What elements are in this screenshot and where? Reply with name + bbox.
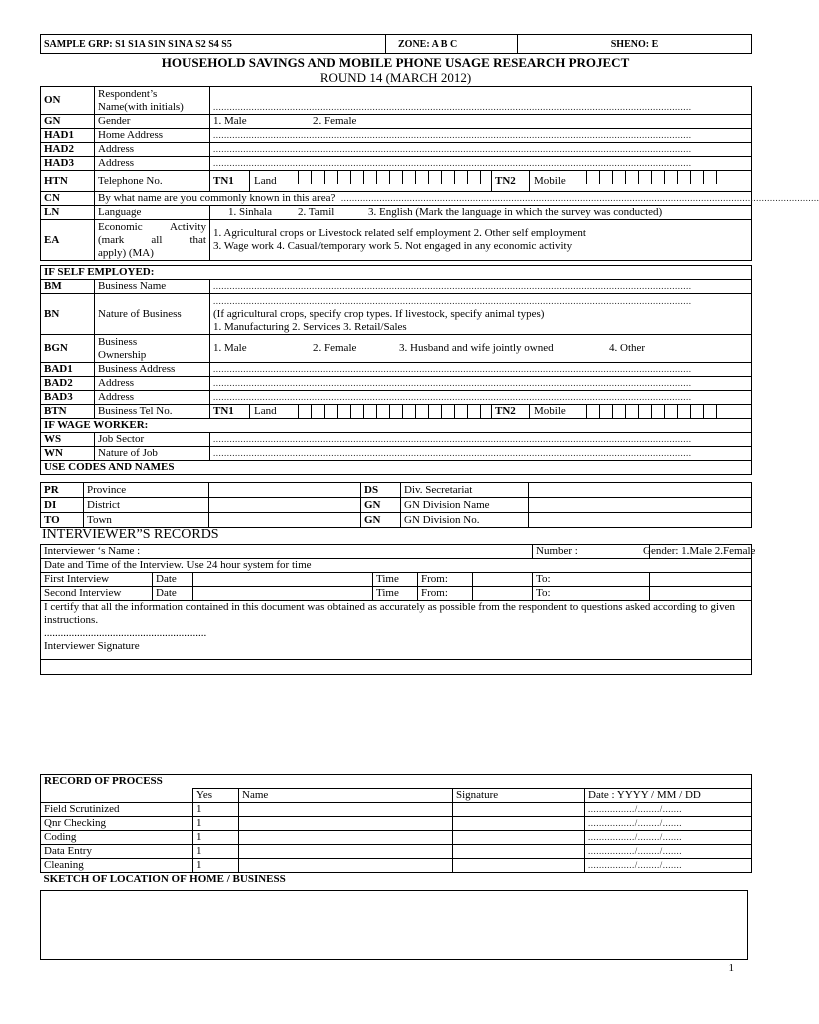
business-mobile-label: Mobile xyxy=(534,405,566,417)
codes-heading: USE CODES AND NAMES xyxy=(41,461,752,475)
page-number: 1 xyxy=(728,962,734,974)
business-ownership-options[interactable]: 1. Male 2. Female 3. Husband and wife jointly owned 4. Other xyxy=(210,335,752,363)
process-yes[interactable]: 1 xyxy=(193,859,239,873)
code-ln: LN xyxy=(41,206,95,220)
second-interview-label: Second Interview xyxy=(41,587,153,601)
economic-activity-options[interactable]: 1. Agricultural crops or Livestock related self employment 2. Other self employment 3. Wage work 4. Casual/temporary work 5. Not engaged in any economic activity xyxy=(210,220,752,261)
second-from-label: From: xyxy=(418,587,473,601)
table-row xyxy=(41,845,752,859)
district-field[interactable] xyxy=(209,498,361,513)
code-bad2: BAD2 xyxy=(41,377,95,391)
label-job-sector: Job Sector xyxy=(95,433,210,447)
sketch-box[interactable] xyxy=(40,890,748,960)
process-label: Field Scrutinized xyxy=(41,803,193,817)
code-to: TO xyxy=(41,513,84,528)
first-to-field[interactable] xyxy=(650,573,752,587)
address-3-field[interactable]: .............................................................................................................................................................................. xyxy=(210,157,752,171)
language-options[interactable]: 1. Sinhala 2. Tamil 3. English (Mark the language in which the survey was conducted) xyxy=(210,206,752,220)
process-name-field[interactable] xyxy=(239,845,453,859)
second-to-field[interactable] xyxy=(650,587,752,601)
label-business-address: Business Address xyxy=(95,363,210,377)
first-from-label: From: xyxy=(418,573,473,587)
code-gn-name: GN xyxy=(361,498,401,513)
business-address-field[interactable]: .............................................................................................................................................................................. xyxy=(210,363,752,377)
first-interview-label: First Interview xyxy=(41,573,153,587)
label-economic-activity: Economic Activity (mark all that apply) (MA) xyxy=(95,220,210,261)
respondent-table xyxy=(40,86,819,261)
code-on: ON xyxy=(41,87,95,115)
business-address-3-field[interactable]: .............................................................................................................................................................................. xyxy=(210,391,752,405)
interviewer-records-heading: INTERVIEWER”S RECORDS xyxy=(42,527,219,542)
province-field[interactable] xyxy=(209,483,361,498)
second-date-field[interactable] xyxy=(193,587,373,601)
self-employed-heading: IF SELF EMPLOYED: xyxy=(41,266,752,280)
second-from-field[interactable] xyxy=(473,587,533,601)
home-address-field[interactable]: .............................................................................................................................................................................. xyxy=(210,129,752,143)
business-land-label: Land xyxy=(254,405,277,417)
self-employed-table xyxy=(40,265,752,475)
interviewer-gender-field[interactable]: Gender: 1.Male 2.Female xyxy=(643,545,756,557)
sheno: SHENO: E xyxy=(518,35,752,54)
interviewer-signature-label: Interviewer Signature xyxy=(44,640,140,652)
process-signature-field[interactable] xyxy=(453,831,585,845)
signature-line[interactable]: ........................................................... xyxy=(44,627,207,639)
label-business-address-2: Address xyxy=(95,377,210,391)
form-round: ROUND 14 (MARCH 2012) xyxy=(319,70,472,85)
telephone-field[interactable] xyxy=(210,171,752,192)
code-cn: CN xyxy=(41,192,95,206)
address-2-field[interactable]: .............................................................................................................................................................................. xyxy=(210,143,752,157)
table-row xyxy=(41,803,752,817)
label-nature-of-job: Nature of Job xyxy=(95,447,210,461)
label-respondent-name: Respondent’s Name(with initials) xyxy=(95,87,210,115)
tn2-label: TN2 xyxy=(491,171,530,191)
interviewer-name-field[interactable]: Interviewer ‘s Name : xyxy=(41,545,533,559)
datetime-instruction: Date and Time of the Interview. Use 24 hour system for time xyxy=(41,559,752,573)
process-date-field[interactable]: ................./......../....... xyxy=(585,859,752,873)
gn-division-no-field[interactable] xyxy=(529,513,752,528)
name-header: Name xyxy=(239,789,453,803)
process-name-field[interactable] xyxy=(239,831,453,845)
label-province: Province xyxy=(84,483,209,498)
second-to-label: To: xyxy=(533,587,650,601)
table-row xyxy=(41,859,752,873)
signature-header: Signature xyxy=(453,789,585,803)
code-had3: HAD3 xyxy=(41,157,95,171)
label-telephone: Telephone No. xyxy=(95,171,210,192)
sample-group: SAMPLE GRP: S1 S1A S1N S1NA S2 S4 S5 xyxy=(41,35,386,54)
label-nature-of-business: Nature of Business xyxy=(95,294,210,335)
nature-of-business-field[interactable]: .............................................................................................................................................................................. (If agricultural crops, specify crop types. If livestock, specify animal types) 1. Manufacturing 2. Services 3. Retail/Sales xyxy=(210,294,752,335)
job-sector-field[interactable]: .............................................................................................................................................................................. xyxy=(210,433,752,447)
first-to-label: To: xyxy=(533,573,650,587)
business-address-2-field[interactable]: .............................................................................................................................................................................. xyxy=(210,377,752,391)
process-label: Cleaning xyxy=(41,859,193,873)
process-date-field[interactable]: ................./......../....... xyxy=(585,817,752,831)
code-bad1: BAD1 xyxy=(41,363,95,377)
first-from-field[interactable] xyxy=(473,573,533,587)
label-business-ownership: Business Ownership xyxy=(95,335,210,363)
process-signature-field[interactable] xyxy=(453,845,585,859)
process-signature-field[interactable] xyxy=(453,817,585,831)
label-address-2: Address xyxy=(95,143,210,157)
interviewer-number-field[interactable]: Number : xyxy=(533,545,650,559)
nature-of-job-field[interactable]: .............................................................................................................................................................................. xyxy=(210,447,752,461)
zone: ZONE: A B C xyxy=(386,35,518,54)
label-gn-division-name: GN Division Name xyxy=(401,498,529,513)
code-bn: BN xyxy=(41,294,95,335)
process-yes[interactable]: 1 xyxy=(193,831,239,845)
form-title: HOUSEHOLD SAVINGS AND MOBILE PHONE USAGE RESEARCH PROJECT xyxy=(161,55,630,70)
table-row xyxy=(41,831,752,845)
code-wn: WN xyxy=(41,447,95,461)
second-date-label: Date xyxy=(153,587,193,601)
label-business-tel: Business Tel No. xyxy=(95,405,210,419)
town-field[interactable] xyxy=(209,513,361,528)
label-town: Town xyxy=(84,513,209,528)
process-label: Qnr Checking xyxy=(41,817,193,831)
code-had1: HAD1 xyxy=(41,129,95,143)
process-date-field[interactable]: ................./......../....... xyxy=(585,803,752,817)
header-table xyxy=(40,34,752,54)
label-gn-division-no: GN Division No. xyxy=(401,513,529,528)
process-signature-field[interactable] xyxy=(453,859,585,873)
second-time-label: Time xyxy=(373,587,418,601)
interviewer-blank-row xyxy=(41,660,752,675)
process-yes[interactable]: 1 xyxy=(193,845,239,859)
label-business-address-3: Address xyxy=(95,391,210,405)
label-business-name: Business Name xyxy=(95,280,210,294)
table-row xyxy=(41,817,752,831)
code-pr: PR xyxy=(41,483,84,498)
label-address-3: Address xyxy=(95,157,210,171)
label-gender: Gender xyxy=(95,115,210,129)
process-signature-field[interactable] xyxy=(453,803,585,817)
process-table xyxy=(40,774,752,886)
certification-text: I certify that all the information contained in this document was obtained as accurately as possible from the respondent to questions asked according to given instructions. xyxy=(44,601,735,626)
process-name-field[interactable] xyxy=(239,817,453,831)
first-date-field[interactable] xyxy=(193,573,373,587)
code-bgn: BGN xyxy=(41,335,95,363)
label-language: Language xyxy=(95,206,210,220)
code-htn: HTN xyxy=(41,171,95,192)
date-header: Date : YYYY / MM / DD xyxy=(585,789,752,803)
land-label: Land xyxy=(254,175,277,187)
process-date-field[interactable]: ................./......../....... xyxy=(585,845,752,859)
business-name-field[interactable]: .............................................................................................................................................................................. xyxy=(210,280,752,294)
code-had2: HAD2 xyxy=(41,143,95,157)
code-gn: GN xyxy=(41,115,95,129)
tn1-label: TN1 xyxy=(210,171,250,191)
code-ds: DS xyxy=(361,483,401,498)
gn-division-name-field[interactable] xyxy=(529,498,752,513)
code-bad3: BAD3 xyxy=(41,391,95,405)
business-tel-field[interactable] xyxy=(210,405,752,419)
code-gn-no: GN xyxy=(361,513,401,528)
gender-options[interactable]: 1. Male 2. Female xyxy=(210,115,752,129)
code-btn: BTN xyxy=(41,405,95,419)
process-yes[interactable]: 1 xyxy=(193,817,239,831)
code-ea: EA xyxy=(41,220,95,261)
codes-table xyxy=(40,482,752,528)
code-di: DI xyxy=(41,498,84,513)
sketch-heading: SKETCH OF LOCATION OF HOME / BUSINESS xyxy=(41,873,752,887)
process-name-field[interactable] xyxy=(239,859,453,873)
first-date-label: Date xyxy=(153,573,193,587)
common-name-row[interactable]: By what name are you commonly known in this area? .............................................................................................................................................................................. xyxy=(95,192,752,206)
label-div-secretariat: Div. Secretariat xyxy=(401,483,529,498)
business-tn2-label: TN2 xyxy=(491,405,530,418)
code-ws: WS xyxy=(41,433,95,447)
business-tn1-label: TN1 xyxy=(210,405,250,418)
process-label: Data Entry xyxy=(41,845,193,859)
mobile-label: Mobile xyxy=(534,175,566,187)
process-name-field[interactable] xyxy=(239,803,453,817)
process-label: Coding xyxy=(41,831,193,845)
interviewer-table xyxy=(40,544,756,675)
record-of-process-heading: RECORD OF PROCESS xyxy=(41,775,752,789)
label-home-address: Home Address xyxy=(95,129,210,143)
process-yes[interactable]: 1 xyxy=(193,803,239,817)
div-secretariat-field[interactable] xyxy=(529,483,752,498)
certification-block xyxy=(41,601,752,660)
process-date-field[interactable]: ................./......../....... xyxy=(585,831,752,845)
respondent-name-field[interactable]: .............................................................................................................................................................................. xyxy=(210,87,752,115)
code-bm: BM xyxy=(41,280,95,294)
first-time-label: Time xyxy=(373,573,418,587)
wage-worker-heading: IF WAGE WORKER: xyxy=(41,419,752,433)
label-district: District xyxy=(84,498,209,513)
yes-header: Yes xyxy=(193,789,239,803)
